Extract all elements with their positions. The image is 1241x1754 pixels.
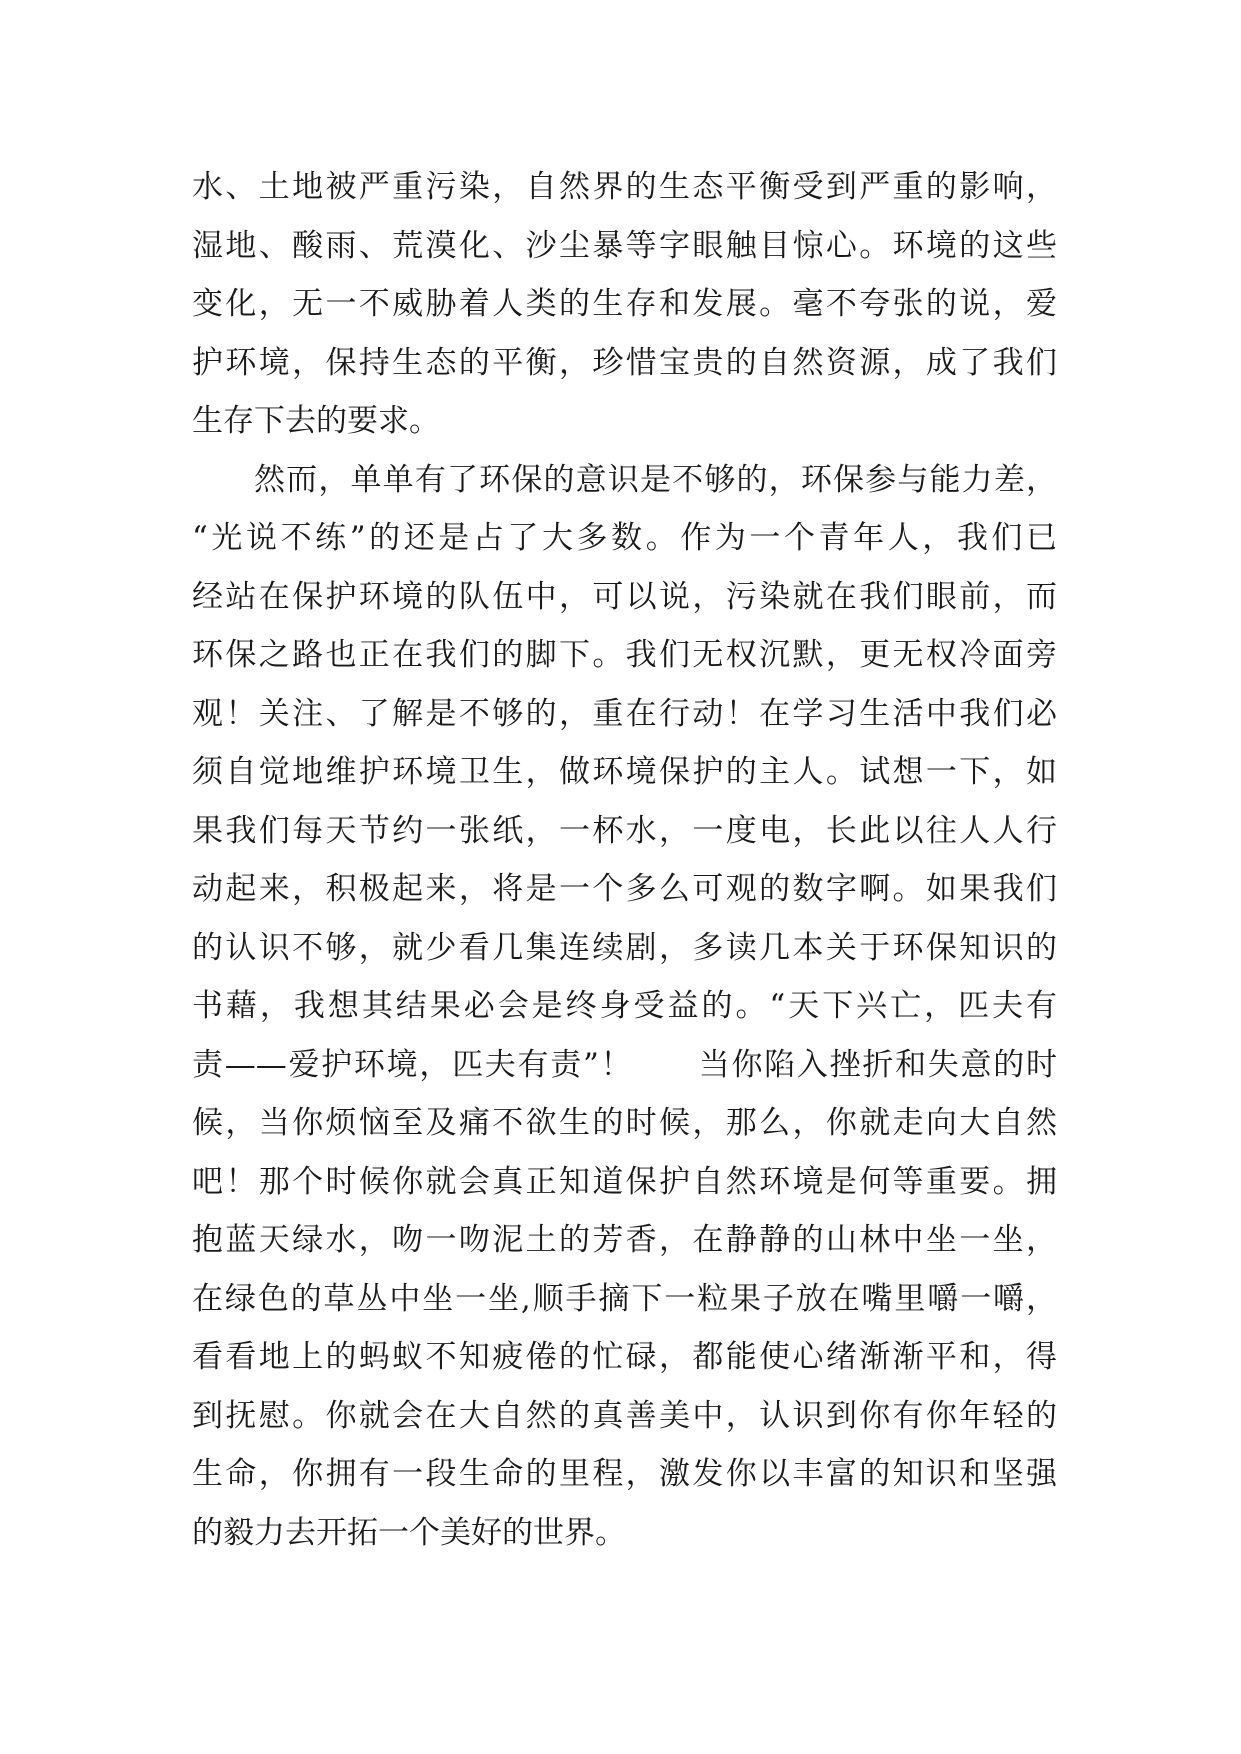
text-line: 动起来，积极起来，将是一个多么可观的数字啊。如果我们 xyxy=(192,871,1057,907)
text-line: 看看地上的蚂蚁不知疲倦的忙碌，都能使心绪渐渐平和，得 xyxy=(192,1339,1057,1375)
text-line: 经站在保护环境的队伍中，可以说，污染就在我们眼前，而 xyxy=(192,578,1057,615)
text-line: 到抚慰。你就会在大自然的真善美中，认识到你有你年轻的 xyxy=(192,1397,1057,1434)
text-line: 护环境，保持生态的平衡，珍惜宝贵的自然资源，成了我们 xyxy=(192,344,1057,381)
text-line: 的认识不够，就少看几集连续剧，多读几本关于环保知识的 xyxy=(192,929,1057,966)
text-line: 须自觉地维护环境卫生，做环境保护的主人。试想一下，如 xyxy=(192,754,1057,790)
text-line: 果我们每天节约一张纸，一杯水，一度电，长此以往人人行 xyxy=(192,812,1057,849)
text-line: 观！关注、了解是不够的，重在行动！在学习生活中我们必 xyxy=(192,695,1057,732)
text-line: 在绿色的草丛中坐一坐,顺手摘下一粒果子放在嘴里嚼一嚼， xyxy=(192,1280,1057,1317)
text-line: 湿地、酸雨、荒漠化、沙尘暴等字眼触目惊心。环境的这些 xyxy=(192,227,1057,264)
body-text xyxy=(192,158,1057,1562)
paragraph-start-line: 然而，单单有了环保的意识是不够的，环保参与能力差， xyxy=(254,461,1057,498)
text-line: 生存下去的要求。 xyxy=(192,403,440,439)
text-line: 责——爱护环境，匹夫有责”！ 当你陷入挫折和失意的时 xyxy=(192,1046,1057,1083)
text-line: 环保之路也正在我们的脚下。我们无权沉默，更无权冷面旁 xyxy=(192,637,1057,673)
text-line: 候，当你烦恼至及痛不欲生的时候，那么，你就走向大自然 xyxy=(192,1105,1057,1141)
text-line: 的毅力去开拓一个美好的世界。 xyxy=(192,1514,626,1551)
text-line: 抱蓝天绿水，吻一吻泥土的芳香，在静静的山林中坐一坐， xyxy=(192,1222,1057,1258)
text-line: 变化，无一不威胁着人类的生存和发展。毫不夸张的说，爱 xyxy=(192,286,1057,322)
text-line: 生命，你拥有一段生命的里程，激发你以丰富的知识和坚强 xyxy=(192,1456,1057,1492)
text-line: 书藉，我想其结果必会是终身受益的。“天下兴亡，匹夫有 xyxy=(192,988,1057,1024)
text-line: 水、土地被严重污染，自然界的生态平衡受到严重的影响， xyxy=(192,169,1057,205)
text-line: 吧！那个时候你就会真正知道保护自然环境是何等重要。拥 xyxy=(192,1163,1057,1200)
text-line: “光说不练”的还是占了大多数。作为一个青年人，我们已 xyxy=(192,520,1057,556)
